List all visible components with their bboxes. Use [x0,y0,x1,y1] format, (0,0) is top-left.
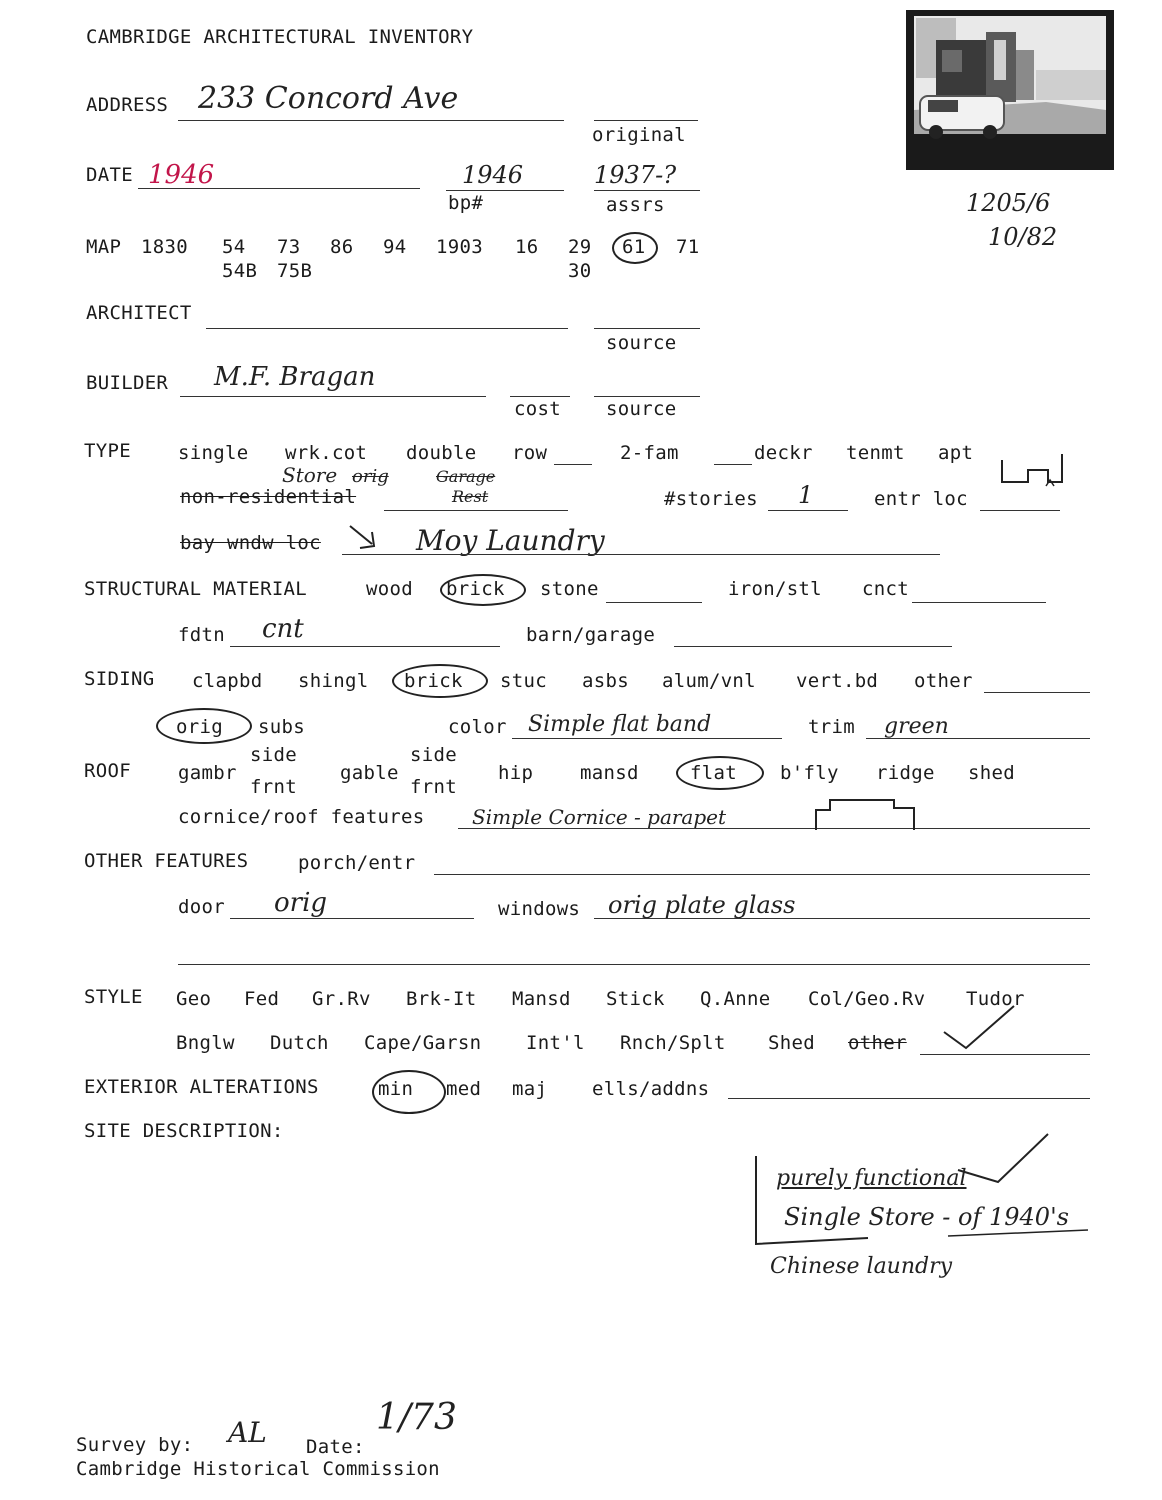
bp-line [446,190,564,191]
side-label: side [250,744,297,766]
structural-option: iron/stl [728,578,822,600]
roof-option: shed [968,762,1015,784]
porch-label: porch/entr [298,852,416,874]
other-features-label: OTHER FEATURES [84,850,249,872]
style-other-line [920,1054,1090,1055]
roof-option: ridge [876,762,935,784]
style-option: Geo [176,988,212,1010]
cornice-label: cornice/roof features [178,806,425,828]
nonres-label: non-residential [180,486,357,508]
map-year: 1903 [436,236,483,258]
roof-option: b'fly [780,762,839,784]
color-label: color [448,716,507,738]
architect-source-line [594,328,700,329]
parapet-sketch-icon [812,796,922,832]
structural-option: cnct [862,578,909,600]
bp-value: 1946 [462,161,524,189]
address-label: ADDRESS [86,94,169,116]
map-year: 94 [383,236,407,258]
windows-line [594,918,1090,919]
siding-option: vert.bd [796,670,879,692]
siding-option-circled: brick [404,670,463,692]
fdtn-value: cnt [262,614,304,644]
style-option: Bnglw [176,1032,235,1054]
map-year: 29 [568,236,592,258]
barn-line [674,646,952,647]
windows-label: windows [498,898,581,920]
map-year: 16 [515,236,539,258]
siding-other-line [984,692,1090,693]
type-option: apt [938,442,974,464]
ext-alt-label: EXTERIOR ALTERATIONS [84,1076,319,1098]
builder-line [180,396,486,397]
fdtn-label: fdtn [178,624,225,646]
bay-value: Moy Laundry [416,524,605,557]
type-label: TYPE [84,440,131,462]
stories-label: #stories [664,488,758,510]
style-label: STYLE [84,986,143,1008]
stories-line [768,510,848,511]
type-option: deckr [754,442,813,464]
door-value: orig [274,888,328,918]
map-year: 30 [568,260,592,282]
map-61-circle [612,232,658,264]
date-line [138,188,420,189]
type-option: single [178,442,249,464]
original-label: original [592,124,686,146]
style-option: Cape/Garsn [364,1032,482,1054]
stories-value: 1 [798,481,814,509]
nonres-note: Store [282,463,338,487]
entr-loc-label: entr loc [874,488,968,510]
architect-source-label: source [606,332,677,354]
address-value: 233 Concord Ave [198,81,459,116]
site-note-3: Chinese laundry [770,1254,953,1279]
siding-option: alum/vnl [662,670,756,692]
margin-note-2: 10/82 [988,223,1058,251]
ext-alt-option: med [446,1078,482,1100]
builder-label: BUILDER [86,372,169,394]
windows-value: orig plate glass [608,891,796,919]
map-year: 54 [222,236,246,258]
structural-option: wood [366,578,413,600]
original-line [594,120,698,121]
map-year: 73 [277,236,301,258]
orig-label: orig [176,716,223,738]
side-label: side [410,744,457,766]
survey-date-label: Date: [306,1436,365,1458]
stone-line [606,602,702,603]
frnt-label: frnt [410,776,457,798]
architect-line [206,328,568,329]
structural-option: stone [540,578,599,600]
deckr-line [714,464,752,465]
type-option: tenmt [846,442,905,464]
trim-line [866,738,1090,739]
assrs-line [594,190,700,191]
bp-label: bp# [448,192,484,214]
assrs-label: assrs [606,194,665,216]
style-option: Brk-It [406,988,477,1010]
type-option: 2-fam [620,442,679,464]
frnt-label: frnt [250,776,297,798]
color-line [512,738,782,739]
bay-line [342,554,940,555]
map-year: 1830 [141,236,188,258]
siding-brick-circle [392,664,488,698]
form-title: CAMBRIDGE ARCHITECTURAL INVENTORY [86,26,474,48]
checkmark-icon [940,1002,1020,1052]
roof-option: gable [340,762,399,784]
row-line [554,464,592,465]
type-option: row [512,442,548,464]
roof-option: gambr [178,762,237,784]
map-year: 71 [676,236,700,258]
date-label: DATE [86,164,133,186]
style-option: Gr.Rv [312,988,371,1010]
roof-option-circled: flat [690,762,737,784]
style-option: other [848,1032,907,1054]
style-option: Dutch [270,1032,329,1054]
arrow-icon [346,522,386,556]
nonres-note-struck: Garage [436,467,496,486]
map-year: 86 [330,236,354,258]
address-line [178,120,564,121]
survey-date-value: 1/73 [376,1397,457,1438]
ext-alt-option: maj [512,1078,548,1100]
map-label: MAP [86,236,122,258]
nonres-note-struck: Rest [452,487,489,506]
style-option: Rnch/Splt [620,1032,726,1054]
structural-label: STRUCTURAL MATERIAL [84,578,308,600]
site-note-1: purely functional [776,1166,967,1191]
addns-line [728,1098,1090,1099]
features-extra-line [178,964,1090,965]
siding-option: shingl [298,670,369,692]
builder-source-label: source [606,398,677,420]
roof-option: mansd [580,762,639,784]
survey-value: AL [228,1416,267,1449]
style-option: Stick [606,988,665,1010]
structural-option-circled: brick [446,578,505,600]
roof-label: ROOF [84,760,131,782]
site-label: SITE DESCRIPTION: [84,1120,284,1142]
type-option: double [406,442,477,464]
style-option: Int'l [526,1032,585,1054]
entrance-sketch-icon [998,452,1068,492]
commission: Cambridge Historical Commission [76,1458,440,1480]
nonres-line [384,510,568,511]
porch-line [434,874,1090,875]
door-line [230,918,474,919]
cnct-line [912,602,1046,603]
min-circle [372,1070,446,1114]
roof-option: hip [498,762,534,784]
orig-circle [156,708,252,744]
door-label: door [178,896,225,918]
fdtn-line [230,646,500,647]
trim-value: green [884,714,949,739]
nonres-note-struck: orig [352,466,389,487]
flat-circle [676,756,764,790]
cost-label: cost [514,398,561,420]
builder-source-line [594,396,700,397]
siding-option: clapbd [192,670,263,692]
margin-note-1: 1205/6 [966,189,1051,217]
assrs-value: 1937-? [594,161,677,189]
trim-label: trim [808,716,855,738]
entr-loc-line [980,510,1060,511]
style-option: Fed [244,988,280,1010]
style-option: Shed [768,1032,815,1054]
bay-label: bay wndw loc [180,532,321,554]
siding-label: SIDING [84,668,155,690]
style-option: Tudor [966,988,1025,1010]
survey-label: Survey by: [76,1434,194,1456]
barn-label: barn/garage [526,624,656,646]
ext-alt-option: ells/addns [592,1078,710,1100]
siding-option: other [914,670,973,692]
site-note-2: Single Store - of 1940's [784,1203,1069,1231]
color-value: Simple flat band [528,712,712,737]
subs-label: subs [258,716,305,738]
map-year: 54B [222,260,258,282]
architect-label: ARCHITECT [86,302,192,324]
cornice-line [458,828,1090,829]
brick-circle [440,574,526,606]
ext-alt-option-circled: min [378,1078,414,1100]
style-option: Mansd [512,988,571,1010]
cornice-value: Simple Cornice - parapet [472,805,727,829]
type-option: wrk.cot [285,442,368,464]
siding-option: asbs [582,670,629,692]
style-option: Col/Geo.Rv [808,988,926,1010]
map-year: 75B [277,260,313,282]
builder-value: M.F. Bragan [214,362,376,392]
date-value: 1946 [148,160,215,190]
cost-line [510,396,570,397]
siding-option: stuc [500,670,547,692]
map-year-circled: 61 [622,236,646,258]
building-photo [906,10,1114,170]
style-option: Q.Anne [700,988,771,1010]
